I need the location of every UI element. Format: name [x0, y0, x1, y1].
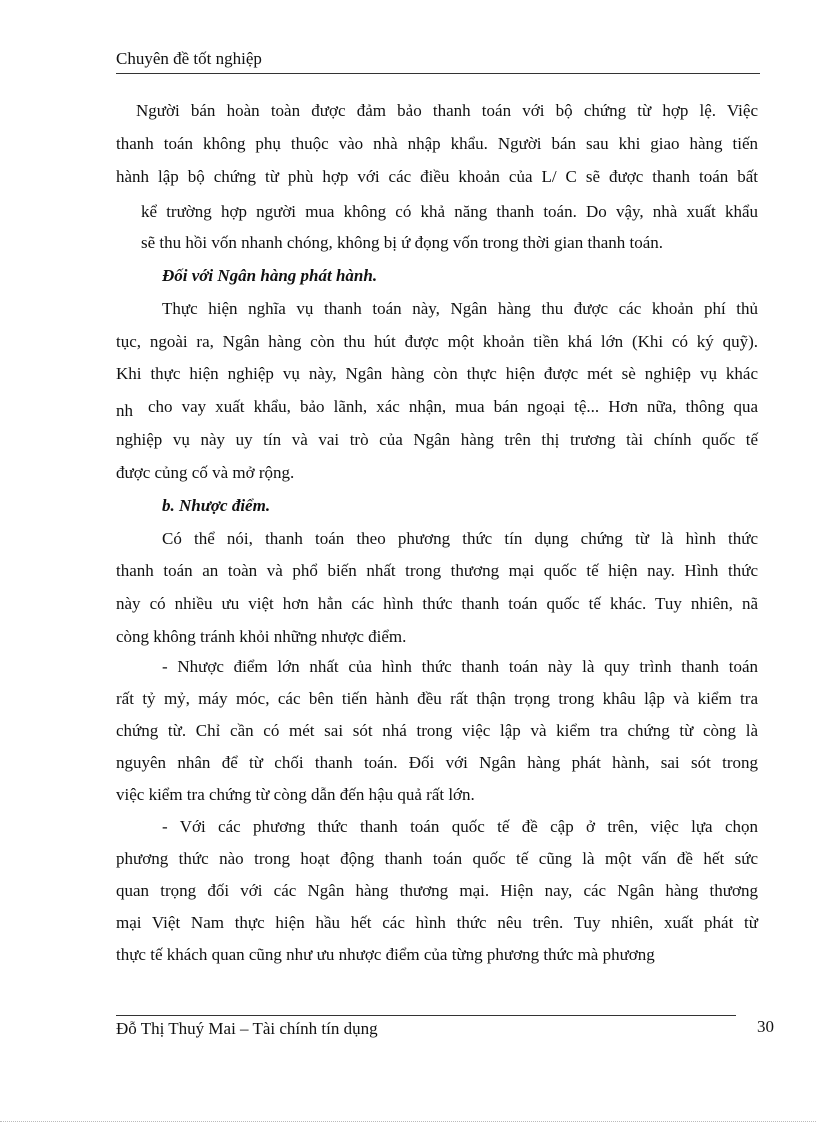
footer-divider [116, 1015, 736, 1016]
text-line: còng không tránh khỏi những nhược điểm. [116, 627, 407, 646]
page-header [116, 48, 760, 74]
text-line: phương thức nào trong hoạt động thanh toán quốc tế cũng là một vấn đề hết sức [116, 849, 758, 868]
text-line: tục, ngoài ra, Ngân hàng còn thu hút được một khoản tiền khá lớn (Khi có ký quỹ). [116, 332, 758, 351]
text-line: thực tế khách quan cũng như ưu nhược điểm của từng phương thức mà phương [116, 945, 655, 964]
text-line: mại Việt Nam thực hiện hầu hết các hình thức nêu trên. Tuy nhiên, xuất phát từ [116, 913, 758, 932]
text-line: chứng từ. Chỉ cần có mét sai sót nhá trong việc lập và kiểm tra chứng từ còng là [116, 721, 758, 740]
text-line: Khi thực hiện nghiệp vụ này, Ngân hàng còn thực hiện được mét sè nghiệp vụ khác [116, 364, 758, 383]
section-heading: b. Nhược điểm. [162, 496, 271, 515]
text-line: hành lập bộ chứng từ phù hợp với các điều khoản của L/ C sẽ được thanh toán bất [116, 167, 758, 186]
text-line: quan trọng đối với các Ngân hàng thương mại. Hiện nay, các Ngân hàng thương [116, 881, 758, 900]
text-line: - Nhược điểm lớn nhất của hình thức thanh toán này là quy trình thanh toán [162, 657, 758, 676]
text-line: sẽ thu hồi vốn nhanh chóng, không bị ứ đọng vốn trong thời gian thanh toán. [141, 233, 664, 252]
text-line: - Với các phương thức thanh toán quốc tế đề cập ở trên, việc lựa chọn [162, 817, 758, 836]
text-line: Có thể nói, thanh toán theo phương thức tín dụng chứng từ là hình thức [162, 529, 758, 548]
text-line: Người bán hoàn toàn được đảm bảo thanh toán với bộ chứng từ hợp lệ. Việc [136, 101, 758, 120]
text-line: nghiệp vụ này uy tín và vai trò của Ngân hàng trên thị trương tài chính quốc tế [116, 430, 758, 449]
text-line: rất tỷ mỷ, máy móc, các bên tiến hành đều rất thận trọng trong khâu lập và kiểm tra [116, 689, 758, 708]
text-line: Thực hiện nghĩa vụ thanh toán này, Ngân hàng thu được các khoản phí thủ [162, 299, 758, 318]
text-line: thanh toán không phụ thuộc vào nhà nhập khẩu. Người bán sau khi giao hàng tiến [116, 134, 758, 153]
text-line: nguyên nhân để từ chối thanh toán. Đối với Ngân hàng phát hành, sai sót trong [116, 753, 758, 772]
text-line: cho vay xuất khẩu, bảo lãnh, xác nhận, mua bán ngoại tệ... Hơn nữa, thông qua [148, 397, 758, 416]
footer-author: Đỗ Thị Thuý Mai – Tài chính tín dụng [116, 1019, 378, 1038]
page-edge-divider [0, 1121, 816, 1122]
text-line-fragment: nh [116, 401, 133, 420]
text-line: thanh toán an toàn và phổ biến nhất trong thương mại quốc tế hiện nay. Hình thức [116, 561, 758, 580]
text-line: này có nhiều ưu việt hơn hẳn các hình thức thanh toán quốc tế khác. Tuy nhiên, nã [116, 594, 758, 613]
text-line: kể trường hợp người mua không có khả năng thanh toán. Do vậy, nhà xuất khẩu [141, 202, 758, 221]
text-line: việc kiểm tra chứng từ còng dẫn đến hậu quả rất lớn. [116, 785, 475, 804]
section-heading: Đối với Ngân hàng phát hành. [162, 266, 378, 285]
header-title: Chuyên đề tốt nghiệp [116, 49, 262, 68]
text-line: được củng cố và mở rộng. [116, 463, 295, 482]
page-number: 30 [757, 1017, 774, 1036]
